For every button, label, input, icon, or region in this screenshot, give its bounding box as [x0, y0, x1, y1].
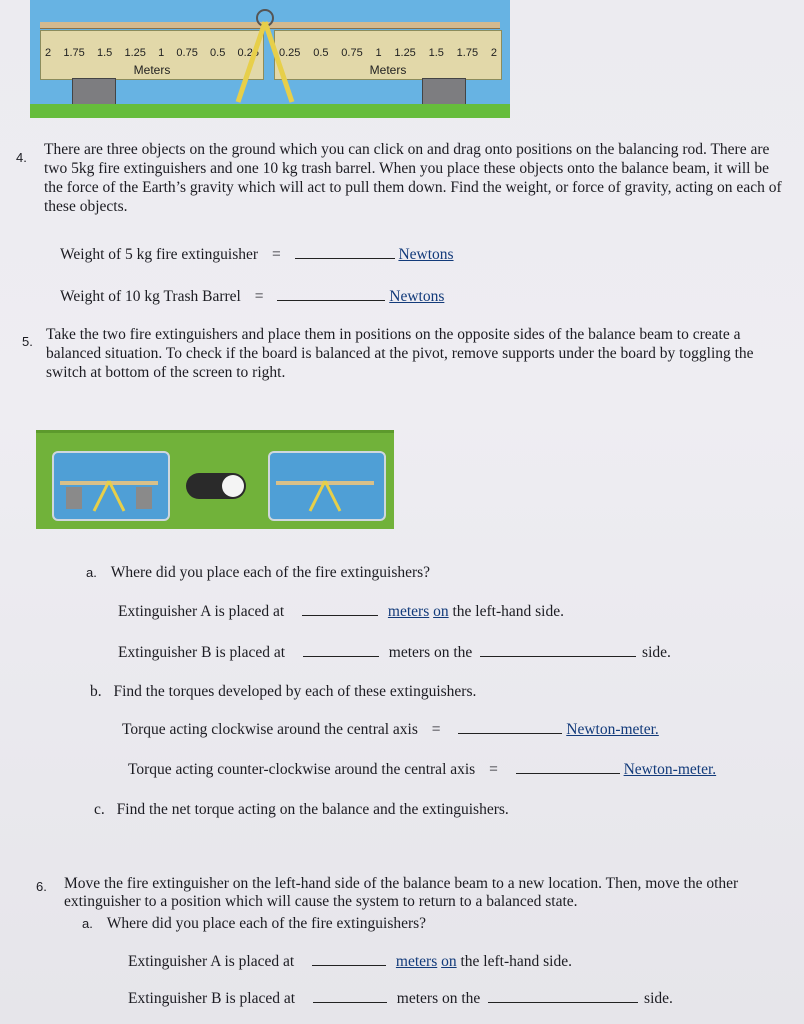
- pivot-stand-icon: [230, 8, 300, 104]
- left-ruler-ticks: [45, 47, 259, 59]
- q6-row1-blank[interactable]: [312, 953, 386, 966]
- ruler-tick: 0.25: [279, 47, 301, 59]
- ruler-tick: 1.5: [96, 47, 113, 59]
- q6a-row-extinguisher-b: [128, 990, 673, 1008]
- q5b-letter: b.: [90, 683, 102, 700]
- q5b-row1-blank[interactable]: [458, 721, 562, 734]
- q4-text: There are three objects on the ground which you can click on and drag onto positions on the balancing rod. There are two 5kg fire extinguishers and one 10 kg trash barrel. When you place these objects onto the balance beam, it will be the force of the Earth’s gravity which will act to pull them down. Find the weight, or force of gravity, acting on each of these objects.: [44, 141, 782, 215]
- q6-row2-blank[interactable]: [313, 990, 387, 1003]
- q4-row2-label: Weight of 10 kg Trash Barrel: [60, 288, 241, 305]
- q6-row2-mid: meters on the: [396, 990, 481, 1007]
- q5a-row2-side-blank[interactable]: [480, 644, 636, 657]
- support-toggle-switch[interactable]: [186, 473, 246, 499]
- q5a-row2-blank[interactable]: [303, 644, 379, 657]
- left-ruler-unit: Meters: [133, 63, 171, 77]
- q6a-text: Where did you place each of the fire extinguishers?: [106, 915, 427, 932]
- ruler-tick: 0.5: [313, 47, 329, 59]
- ruler-tick: 1: [375, 47, 382, 59]
- ruler-tick: 0.75: [176, 47, 198, 59]
- q5a-letter: a.: [86, 565, 97, 580]
- q4-row1-equals: =: [271, 246, 281, 263]
- supports-off-icon: [270, 453, 380, 515]
- supports-on-panel[interactable]: [52, 451, 170, 521]
- q5a-row1-label: Extinguisher A is placed at: [118, 603, 285, 620]
- q6-row1-label: Extinguisher A is placed at: [128, 953, 295, 970]
- q6-row1-tail: the left-hand side.: [460, 953, 572, 970]
- q6-row1-unit: meters: [395, 953, 438, 970]
- q4-row2-answer-blank[interactable]: [277, 288, 385, 301]
- q4-row1-label: Weight of 5 kg fire extinguisher: [60, 246, 259, 263]
- q5a-row2-mid: meters on the: [388, 644, 473, 661]
- right-ruler-ticks: [279, 47, 497, 59]
- q6a-letter: a.: [82, 916, 93, 931]
- q5a-row1-tail: the left-hand side.: [452, 603, 564, 620]
- q4-row1-unit: Newtons: [398, 246, 454, 263]
- q5-text: Take the two fire extinguishers and place them in positions on the opposite sides of the balance beam to create a balanced situation. To check if the board is balanced at the pivot, remove supports under the board by toggling the switch at bottom of the screen to right.: [46, 326, 754, 381]
- q5b-row-clockwise: [122, 721, 659, 739]
- q5-number: 5.: [22, 334, 33, 349]
- q5c-prompt: [94, 801, 509, 819]
- ruler-tick: 1.25: [124, 47, 146, 59]
- q5b-row2-equals: =: [489, 761, 498, 778]
- q5b-prompt: [90, 683, 476, 701]
- ruler-tick: 2: [490, 47, 497, 59]
- ruler-tick: 1.25: [394, 47, 416, 59]
- ruler-tick: 1: [158, 47, 165, 59]
- q5a-text: Where did you place each of the fire extinguishers?: [110, 564, 431, 581]
- q5b-row2-blank[interactable]: [516, 761, 620, 774]
- q6-number: 6.: [36, 879, 47, 894]
- balance-simulation-strip: [30, 0, 510, 118]
- q6a-prompt: [82, 915, 426, 933]
- q5b-row1-equals: =: [431, 721, 441, 738]
- q6-row2-label: Extinguisher B is placed at: [128, 990, 296, 1007]
- q5b-row1-unit: Newton-meter.: [566, 721, 659, 738]
- q5a-row1-blank[interactable]: [302, 603, 378, 616]
- right-support: [422, 78, 466, 106]
- q6-row1-on: on: [441, 953, 457, 970]
- support-toggle-widget: [36, 430, 394, 529]
- q5b-row-counterclockwise: [128, 761, 716, 779]
- q5a-row1-on: on: [433, 603, 449, 620]
- q6-row2-side-blank[interactable]: [488, 990, 638, 1003]
- q5c-letter: c.: [94, 801, 105, 818]
- q5a-row2-label: Extinguisher B is placed at: [118, 644, 286, 661]
- q5a-prompt: [86, 564, 430, 582]
- q5b-text: Find the torques developed by each of these extinguishers.: [113, 683, 477, 700]
- q5a-row-extinguisher-a: [118, 603, 564, 621]
- q6a-row-extinguisher-a: [128, 953, 572, 971]
- q6-row2-tail: side.: [644, 990, 673, 1007]
- ruler-tick: 0.25: [237, 47, 259, 59]
- q5b-row1-label: Torque acting clockwise around the central axis: [122, 721, 418, 738]
- ruler-tick: 0.5: [210, 47, 226, 59]
- toggle-knob: [222, 475, 244, 497]
- ruler-tick: 1.5: [428, 47, 444, 59]
- q5a-row-extinguisher-b: [118, 644, 671, 662]
- supports-on-icon: [54, 453, 164, 515]
- ruler-tick: 1.75: [456, 47, 479, 59]
- supports-off-panel[interactable]: [268, 451, 386, 521]
- ruler-tick: 2: [45, 47, 52, 59]
- ruler-tick: 0.75: [341, 47, 363, 59]
- q4-row1-answer-blank[interactable]: [295, 246, 395, 259]
- q5b-row2-unit: Newton-meter.: [623, 761, 717, 778]
- q4-row2-unit: Newtons: [389, 288, 445, 305]
- q4-row2-equals: =: [254, 288, 264, 305]
- right-ruler: [274, 30, 502, 80]
- q5a-row1-unit: meters: [387, 603, 430, 620]
- q5c-text: Find the net torque acting on the balance and the extinguishers.: [116, 801, 509, 818]
- ruler-tick: 1.75: [63, 47, 85, 59]
- q4-number: 4.: [16, 150, 27, 165]
- q4-row-extinguisher-weight: [60, 246, 454, 264]
- q5b-row2-label: Torque acting counter-clockwise around the central axis: [128, 761, 476, 778]
- q6-text: Move the fire extinguisher on the left-hand side of the balance beam to a new location. Then, move the other extinguisher to a position which will cause the system to return to a balanced state.: [64, 875, 739, 910]
- right-ruler-unit: Meters: [369, 63, 407, 77]
- left-support: [72, 78, 116, 106]
- q4-row-barrel-weight: [60, 288, 444, 306]
- ground-grass: [30, 104, 510, 118]
- q5a-row2-tail: side.: [642, 644, 671, 661]
